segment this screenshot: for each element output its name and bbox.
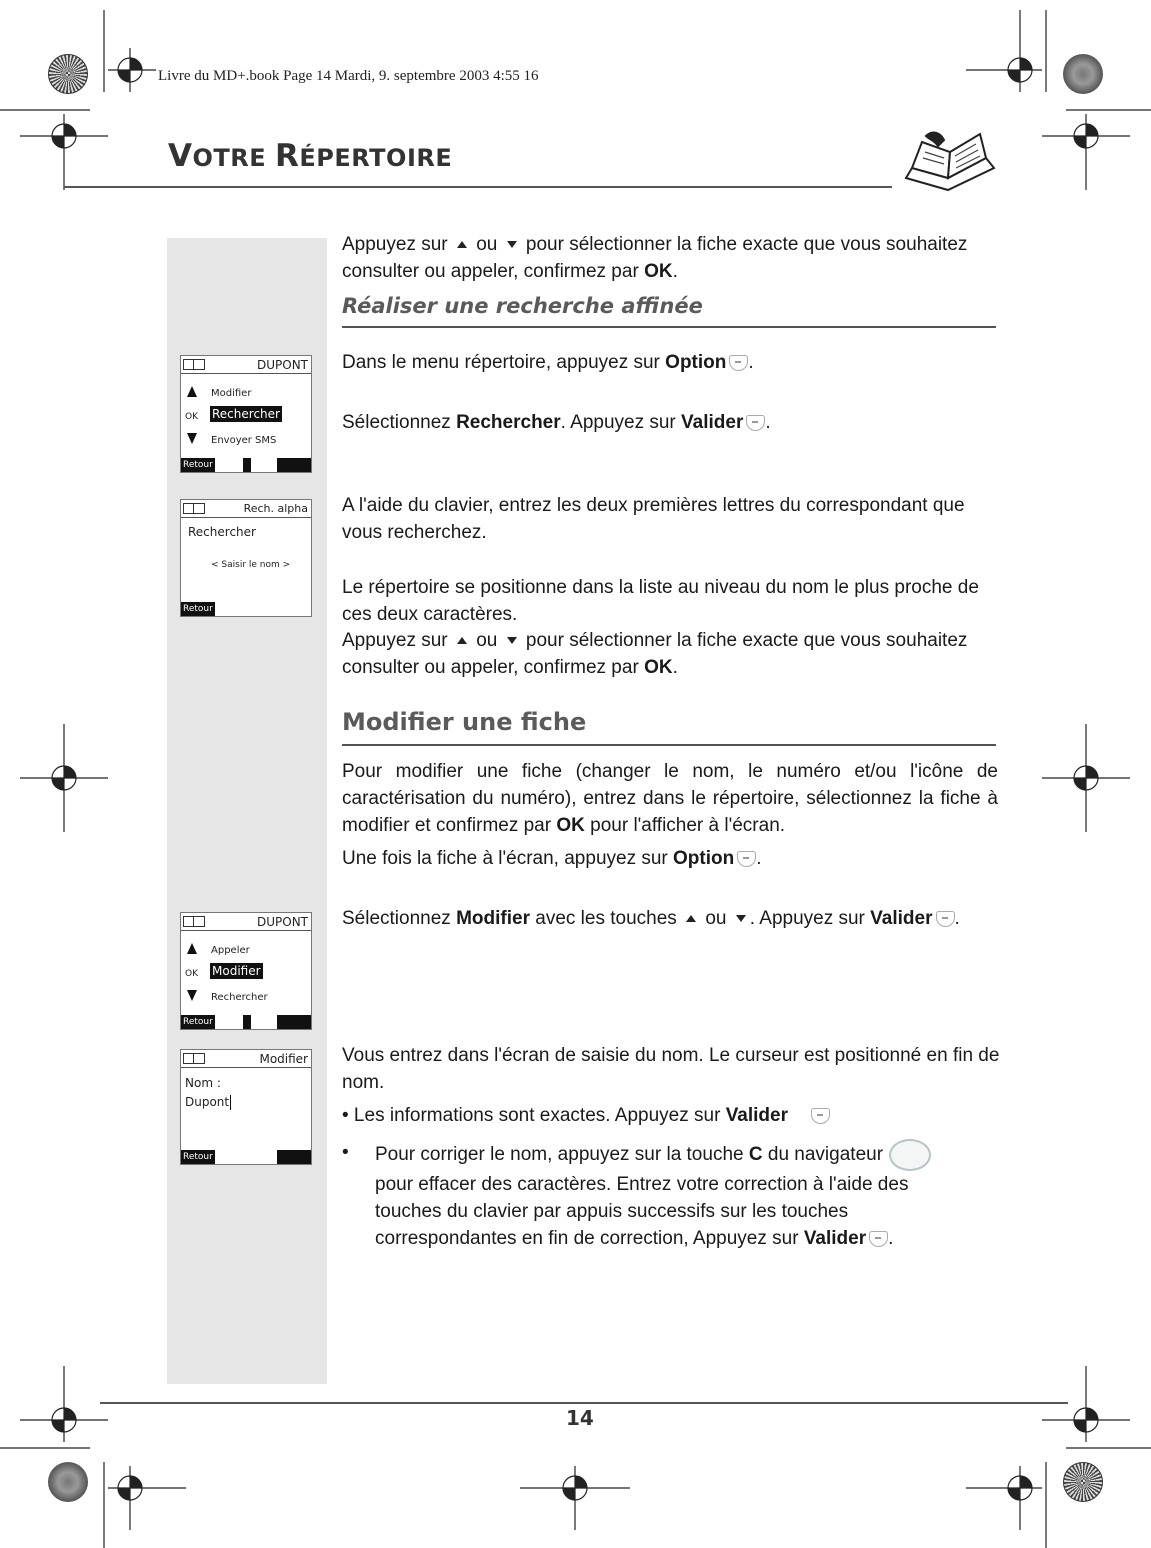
name-value [185,1095,231,1110]
softkey-icon [869,1231,888,1247]
step2-text-b: . Appuyez sur [560,412,676,433]
bullet2-text-c: pour effacer des caractères. Entrez votre correction à l'aide des touches du clavier par appuis successifs sur les touches correspondantes en fin de correction, Appuyez sur [375,1174,909,1249]
phonebook-icon [183,1053,205,1064]
phone-screen-edit-name [180,1049,312,1165]
screen-header-line [181,1067,311,1068]
step5-end: . [672,657,678,678]
menu-item: Appeler [211,945,250,956]
menu-item-selected [210,407,282,421]
modify-p1-text: Pour modifier une fiche (changer le nom, le numéro et/ou l'icône de caractérisation du numéro), entrez dans le répertoire, sélectionnez la fiche à modifier et confirmez par [342,761,998,836]
book-icon [900,128,1000,200]
chapter-rule [64,186,892,188]
down-arrow-icon [187,433,197,444]
arrow-up-icon [686,915,696,922]
bullet1-text: • Les informations sont exactes. Appuyez sur [342,1105,721,1126]
screen-label: Rechercher [188,525,256,539]
menu-item: Modifier [211,388,252,399]
modify-bullet-2: Pour corriger le nom, appuyez sur la touche C du navigateur pour effacer des caractères. Entrez votre correction à l'aide des touches du clavier par appuis successifs sur les touches correspondantes en fin de correction, Appuyez sur Valider . [375,1139,955,1252]
scroll-indicator-icon [243,1015,251,1029]
ok-label: OK [185,412,198,422]
back-softkey: Retour [183,460,213,470]
menu-item: Envoyer SMS [211,435,277,446]
softkey-icon [729,355,748,371]
rechercher-key-label: Rechercher [456,412,561,433]
text-cursor [230,1095,231,1110]
refined-step-3: A l'aide du clavier, entrez les deux premières lettres du correspondant que vous recherchez. [342,495,965,543]
right-softkey [277,1015,311,1029]
section-rule-modify [342,744,996,746]
screen-prompt: < Saisir le nom > [211,560,291,570]
selected-label: Modifier [212,964,261,978]
phone-screen-rech-alpha [180,499,312,617]
chapter-title [168,138,452,174]
right-softkey [277,1150,311,1164]
screen-header-line [181,930,311,931]
softkey-icon [746,415,765,431]
option-key-label: Option [673,848,735,869]
modify-ok-key: OK [556,815,585,836]
refined-step-5 [342,627,1002,681]
phone-screen-rechercher-menu [180,355,312,473]
screen-header: DUPONT [256,358,308,372]
arrow-up-icon [457,637,467,644]
selected-label: Rechercher [212,407,280,421]
section-heading-refined-search: Réaliser une recherche affinée [342,294,703,318]
navigator-icon [889,1139,931,1171]
intro-or: ou [476,234,498,255]
valider-key-label: Valider [681,412,744,433]
softkey-icon [811,1108,830,1124]
up-arrow-icon [187,943,197,954]
phonebook-icon [183,503,205,514]
back-softkey: Retour [183,1152,213,1162]
intro-text-b: pour sélectionner la fiche exacte que vous souhaitez consulter ou appeler, confirmez par [342,234,968,282]
modify-paragraph-1 [342,758,998,839]
screen-header: DUPONT [256,915,308,929]
bullet2-text-b: du navigateur [767,1144,884,1166]
step5-or: ou [476,630,498,651]
intro-ok-key: OK [644,261,673,282]
screen-header: Rech. alpha [243,502,308,515]
back-softkey: Retour [183,604,213,614]
modify-p2-text: Une fois la fiche à l'écran, appuyez sur [342,848,668,869]
step5-text-a: Appuyez sur [342,630,448,651]
page-number: 14 [566,1406,594,1430]
up-arrow-icon [187,386,197,397]
modify-p3-text-a: Sélectionnez [342,908,451,929]
c-key-label: C [748,1144,763,1166]
modify-bullet-1 [342,1102,1002,1129]
scroll-indicator-icon [243,458,251,472]
screen-header-line [181,373,311,374]
modify-p3-or: ou [705,908,727,929]
name-value-text: Dupont [185,1095,230,1109]
modify-p3-text-c: . Appuyez sur [749,908,865,929]
refined-step-1: Dans le menu répertoire, appuyez sur Option . [342,352,754,373]
option-key-label: Option [665,352,727,373]
title-initial-2: R [275,138,300,174]
footer-rule [100,1402,1068,1404]
arrow-up-icon [457,241,467,248]
screen-header-line [181,517,311,518]
valider-key-label: Valider [870,908,933,929]
intro-paragraph [342,231,1002,285]
valider-key-label: Valider [725,1105,789,1126]
down-arrow-icon [187,990,197,1001]
phonebook-icon [183,359,205,370]
name-label: Nom : [185,1076,221,1090]
arrow-down-icon [736,915,746,922]
intro-text-a: Appuyez sur [342,234,448,255]
right-softkey [277,458,311,472]
section-rule-refined [342,326,996,328]
modify-p3-text-b: avec les touches [535,908,677,929]
phonebook-icon [183,916,205,927]
step1-text: Dans le menu répertoire, appuyez sur [342,352,660,373]
bullet2-text-a: Pour corriger le nom, appuyez sur la touche [375,1144,744,1166]
back-softkey: Retour [183,1017,213,1027]
modify-paragraph-3: Sélectionnez Modifier avec les touches ou . Appuyez sur Valider . [342,908,960,929]
menu-item: Rechercher [211,992,268,1003]
refined-step-4: Le répertoire se positionne dans la liste au niveau du nom le plus proche de ces deux caractères. [342,577,979,625]
section-heading-modify: Modifier une fiche [342,708,587,736]
modify-paragraph-2: Une fois la fiche à l'écran, appuyez sur Option . [342,848,762,869]
screen-header: Modifier [259,1052,308,1066]
softkey-icon [936,911,955,927]
step5-text-b: pour sélectionner la fiche exacte que vous souhaitez consulter ou appeler, confirmez par [342,630,968,678]
ok-label: OK [185,969,198,979]
modify-bullet-2-mark: • [342,1142,349,1163]
intro-end: . [672,261,678,282]
title-initial-1: V [168,138,193,174]
title-part-2: ÉPERTOIRE [299,144,453,172]
arrow-down-icon [507,637,517,644]
valider-key-label: Valider [803,1228,867,1249]
step5-ok-key: OK [644,657,673,678]
phone-screen-modifier-menu [180,912,312,1030]
modify-paragraph-4: Vous entrez dans l'écran de saisie du nom. Le curseur est positionné en fin de nom. [342,1045,1000,1093]
arrow-down-icon [507,241,517,248]
softkey-icon [737,851,756,867]
step2-text: Sélectionnez [342,412,451,433]
modifier-key-label: Modifier [456,908,530,929]
menu-item-selected [210,964,263,978]
modify-p1-text-b: pour l'afficher à l'écran. [590,815,786,836]
print-slug: Livre du MD+.book Page 14 Mardi, 9. septembre 2003 4:55 16 [158,68,539,84]
refined-step-2: Sélectionnez Rechercher. Appuyez sur Valider . [342,412,771,433]
title-part-1: OTRE [192,144,276,172]
